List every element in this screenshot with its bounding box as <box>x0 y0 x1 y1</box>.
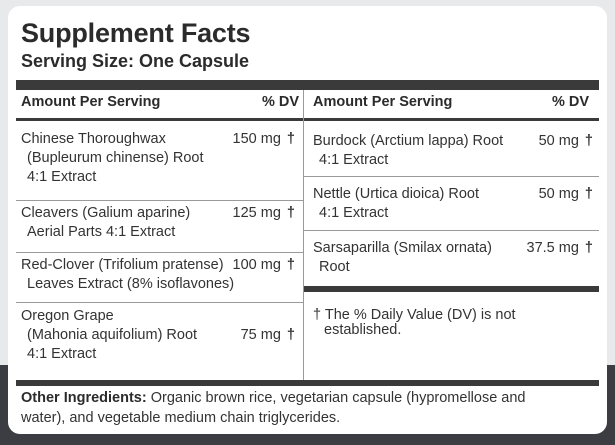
ingredient-name: Cleavers (Galium aparine) Aerial Parts 4:1 Extract <box>21 205 191 240</box>
row-divider <box>16 200 303 201</box>
column-divider <box>303 90 304 380</box>
row-divider <box>16 252 303 253</box>
ingredient-name: Oregon Grape (Mahonia aquifolium) Root 4:1 Extract <box>21 308 198 362</box>
right-header-rule <box>304 118 599 121</box>
header-bar <box>16 80 599 90</box>
ingredient-name: Chinese Thoroughwax (Bupleurum chinense) Root 4:1 Extract <box>21 131 204 185</box>
ingredient-amount: 100 mg † <box>232 257 295 273</box>
supplement-facts-panel <box>8 6 607 434</box>
ingredient-amount: 50 mg † <box>538 186 593 202</box>
ingredient-name: Nettle (Urtica dioica) Root 4:1 Extract <box>313 186 479 221</box>
ingredient-amount: 50 mg † <box>538 133 593 149</box>
other-ingredients: Other Ingredients: Organic brown rice, vegetarian capsule (hypromellose and water), and vegetable medium chain triglycerides. <box>21 390 526 426</box>
ingredient-name: Burdock (Arctium lappa) Root 4:1 Extract <box>313 133 504 168</box>
left-amount-header: Amount Per Serving <box>21 94 161 110</box>
row-divider <box>16 302 303 303</box>
dv-note: † The % Daily Value (DV) is not established. <box>313 307 516 338</box>
row-divider <box>304 230 599 231</box>
footer-rule <box>16 380 599 386</box>
ingredient-amount: 150 mg † <box>232 131 295 147</box>
ingredient-amount: 75 mg † <box>240 327 295 343</box>
ingredient-name: Red-Clover (Trifolium pratense) Leaves Extract (8% isoflavones) <box>21 257 235 292</box>
panel-title: Supplement Facts <box>21 18 251 48</box>
dv-note-rule <box>304 286 599 292</box>
ingredient-amount: 125 mg † <box>232 205 295 221</box>
serving-size: Serving Size: One Capsule <box>21 51 250 71</box>
ingredient-name: Sarsaparilla (Smilax ornata) Root <box>313 240 492 275</box>
right-amount-header: Amount Per Serving <box>313 94 453 110</box>
row-divider <box>304 176 599 177</box>
right-dv-header: % DV <box>552 94 590 110</box>
ingredient-amount: 37.5 mg † <box>526 240 593 256</box>
other-ingredients-label: Other Ingredients: <box>21 390 147 406</box>
left-dv-header: % DV <box>262 94 300 110</box>
left-header-rule <box>16 118 303 121</box>
